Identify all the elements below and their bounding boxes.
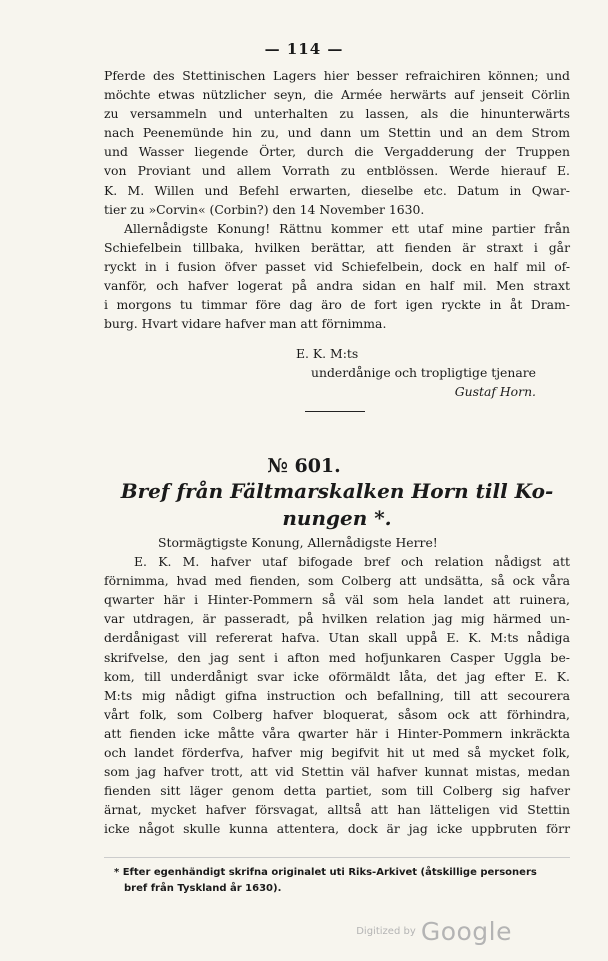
text-line: Allernådigste Konung! Rättnu kommer ett utaf mine partier från [124,221,570,236]
text-line: zu versammeln und unterhalten zu lassen, als die hinunterwärts [104,106,570,122]
text-line: qwarter här i Hinter-Pommern så väl som hela landet att ruinera, [104,592,570,608]
page-number: — 114 — [264,40,344,58]
title-line: nungen *. [282,506,392,530]
text-line: tier zu »Corvin« (Corbin?) den 14 November 1630. [104,201,425,217]
text-line: K. M. Willen und Befehl erwarten, dieselbe etc. Datum in Qwar- [104,182,570,198]
text-line: derdånigast vill refererat hafva. Utan skall uppå E. K. M:ts nådiga [104,630,570,646]
document-number: № 601. [267,455,341,477]
text-line: ärnat, mycket hafver försvagat, alltså att han lätteligen vid Stettin [104,802,570,818]
text-line: förnimma, hvad med fienden, som Colberg att undsätta, så ock våra [104,573,570,589]
text-line: fienden sitt läger genom detta partiet, som till Colberg sig hafver [104,783,570,799]
letter-title [104,478,570,532]
section-divider [305,411,365,412]
text-line: möchte etwas nützlicher seyn, die Armée herwärts auf jenseit Cörlin [104,87,570,103]
signature-name: Gustaf Horn. [454,384,536,400]
text-line: som jag hafver trott, att vid Stettin väl hafver kunnat mistas, medan [104,764,570,780]
text-line: von Proviant und allem Vorrath zu entblössen. Werde hierauf E. [104,163,570,179]
text-line: burg. Hvart vidare hafver man att förnimma. [104,316,387,332]
footnote-divider [104,857,570,858]
text-line: kom, till underdånigt svar icke oförmäldt låta, det jag efter E. K. [104,668,570,684]
text-line: och landet förderfva, hafver mig begifvit hit ut med så mycket folk, [104,745,570,761]
letter-body [104,533,570,839]
digitized-watermark [356,917,512,946]
text-line: vanför, och hafver logerat på andra sidan en half mil. Men straxt [104,278,570,294]
text-line: Schiefelbein tillbaka, hvilken berättar, att fienden är straxt i går [104,240,570,256]
text-line: ryckt in i fusion öfver passet vid Schiefelbein, dock en half mil of- [104,259,570,275]
signature-block [104,344,570,401]
text-line: i morgons tu timmar före dag äro de fort igen ryckte in åt Dram- [104,297,570,313]
text-line: att fienden icke måtte våra qwarter här i Hinter-Pommern inkräckta [104,725,570,741]
footnote [104,865,570,897]
text-line: skrifvelse, den jag sent i afton med hofjunkaren Casper Uggla be- [104,649,570,665]
signature-initials: E. K. M:ts [296,346,359,361]
text-line: var utdragen, är passeradt, på hvilken relation jag mig härmed un- [104,611,570,627]
text-line: vårt folk, som Colberg hafver bloquerat, såsom ock att förhindra, [104,706,570,722]
salutation: Stormägtigste Konung, Allernådigste Herre! [158,535,438,550]
google-logo: Google [420,917,512,946]
footnote-line: * Efter egenhändigt skrifna originalet uti Riks-Arkivet (åtskillige personers [114,867,537,878]
second-paragraph [104,219,570,334]
text-line: M:ts mig nådigt gifna instruction och befallning, till att secourera [104,687,570,703]
text-line: icke något skulle kunna attentera, dock är jag icke uppbruten förr [104,821,570,837]
title-line: Bref från Fältmarskalken Horn till Ko- [120,479,554,503]
signature-closing: underdånige och tropligtige tjenare [311,365,537,381]
footnote-line: bref från Tyskland år 1630). [124,883,282,894]
top-paragraph [104,66,570,219]
watermark-prefix: Digitized by [356,926,416,937]
text-line: Pferde des Stettinischen Lagers hier besser refraichiren können; und [104,68,570,83]
text-line: E. K. M. hafver utaf bifogade bref och relation nådigst att [134,554,570,570]
text-line: und Wasser liegende Örter, durch die Vergadderung der Truppen [104,144,570,160]
text-line: nach Peenemünde hin zu, und dann um Stettin und an dem Strom [104,125,570,141]
